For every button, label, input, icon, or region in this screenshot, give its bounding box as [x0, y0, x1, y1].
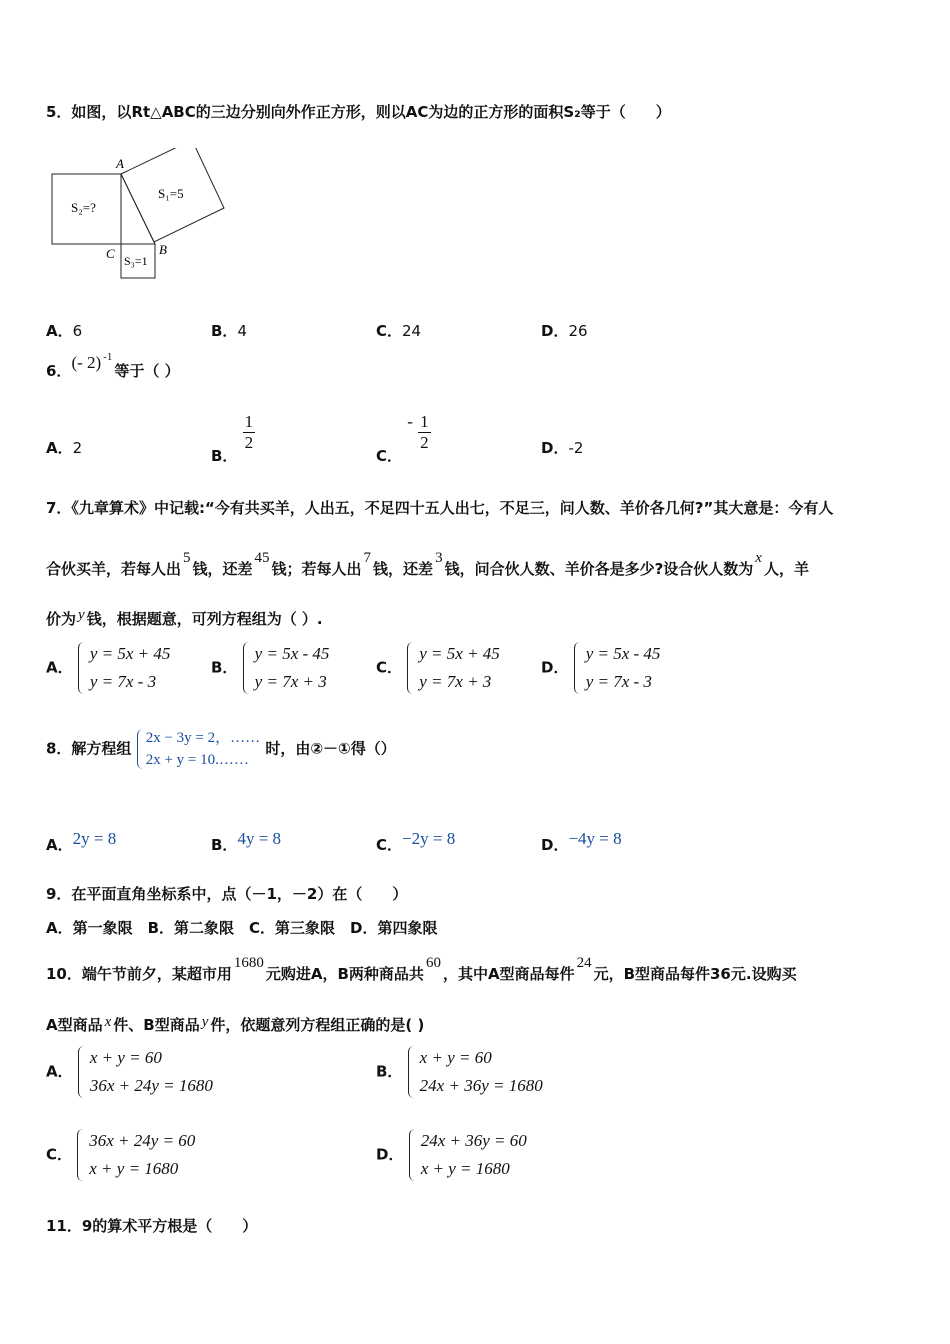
- q7-option-d[interactable]: D． y = 5x - 45 y = 7x - 3: [541, 640, 660, 696]
- q10-line2: A型商品 x 件、B型商品 y 件，依题意列方程组正确的是( ): [46, 1014, 425, 1034]
- q6-option-b[interactable]: B． $\frac{1}{2}$: [211, 412, 254, 465]
- q6-option-c[interactable]: C． - $\frac{1}{2}$: [376, 412, 429, 465]
- label-s2: S₂=?: [71, 200, 96, 215]
- q6-option-d[interactable]: D．-2: [541, 439, 584, 457]
- q8-option-b[interactable]: B．4y = 8: [211, 829, 282, 854]
- q10-option-b[interactable]: B． x + y = 60 24x + 36y = 1680: [376, 1044, 543, 1100]
- q7-line2: 合伙买羊，若每人出5钱，还差45钱；若每人出7钱，还差3钱，问合伙人数、羊价各是多少?设合伙人数为x人，羊: [46, 550, 809, 578]
- label-a: A: [116, 156, 124, 171]
- q9-options[interactable]: A．第一象限 B．第二象限 C．第三象限 D．第四象限: [46, 919, 438, 937]
- q5-figure: [46, 148, 236, 283]
- q8-stem: 8．解方程组 2x − 3y = 2，…… 2x + y = 10.…… 时，由②－①得（）: [46, 730, 396, 768]
- q10-line1: 10．端午节前夕，某超市用1680元购进A，B两种商品共60，其中A型商品每件24元，B型商品每件36元.设购买: [46, 955, 797, 983]
- q7-option-b[interactable]: B． y = 5x - 45 y = 7x + 3: [211, 640, 329, 696]
- q5-stem: 5．如图，以Rt△ABC的三边分别向外作正方形，则以AC为边的正方形的面积S₂等于（ ）: [46, 103, 671, 121]
- q8-option-a[interactable]: A．2y = 8: [46, 829, 117, 854]
- q5-option-a[interactable]: A．6: [46, 322, 83, 340]
- q5-option-c[interactable]: C．24: [376, 322, 422, 340]
- triangle-abc: [121, 174, 155, 244]
- q7-line3: 价为 y 钱，根据题意，可列方程组为（ ）.: [46, 607, 323, 628]
- label-b: B: [159, 242, 167, 257]
- q6-stem: 6．(- 2) $^{-1}$等于（ ）: [46, 351, 180, 380]
- q8-option-d[interactable]: D．−4y = 8: [541, 829, 622, 854]
- q8-option-c[interactable]: C．−2y = 8: [376, 829, 456, 854]
- q5-option-d[interactable]: D．26: [541, 322, 588, 340]
- label-c: C: [106, 246, 115, 261]
- q5-option-b[interactable]: B．4: [211, 322, 247, 340]
- label-s3: S₃=1: [124, 254, 148, 268]
- q10-option-d[interactable]: D． 24x + 36y = 60 x + y = 1680: [376, 1127, 527, 1183]
- q9-stem: 9．在平面直角坐标系中，点（－1，－2）在（ ）: [46, 885, 408, 903]
- q6-option-a[interactable]: A．2: [46, 439, 83, 457]
- q11-stem: 11．9的算术平方根是（ ）: [46, 1217, 258, 1235]
- q7-option-a[interactable]: A． y = 5x + 45 y = 7x - 3: [46, 640, 170, 696]
- q7-line1: 7．《九章算术》中记载:“今有共买羊，人出五，不足四十五人出七，不足三，问人数、羊价各几何?”其大意是：今有人: [46, 499, 834, 517]
- q10-option-a[interactable]: A． x + y = 60 36x + 24y = 1680: [46, 1044, 213, 1100]
- q10-option-c[interactable]: C． 36x + 24y = 60 x + y = 1680: [46, 1127, 195, 1183]
- label-s1: S₁=5: [158, 186, 184, 201]
- q7-option-c[interactable]: C． y = 5x + 45 y = 7x + 3: [376, 640, 500, 696]
